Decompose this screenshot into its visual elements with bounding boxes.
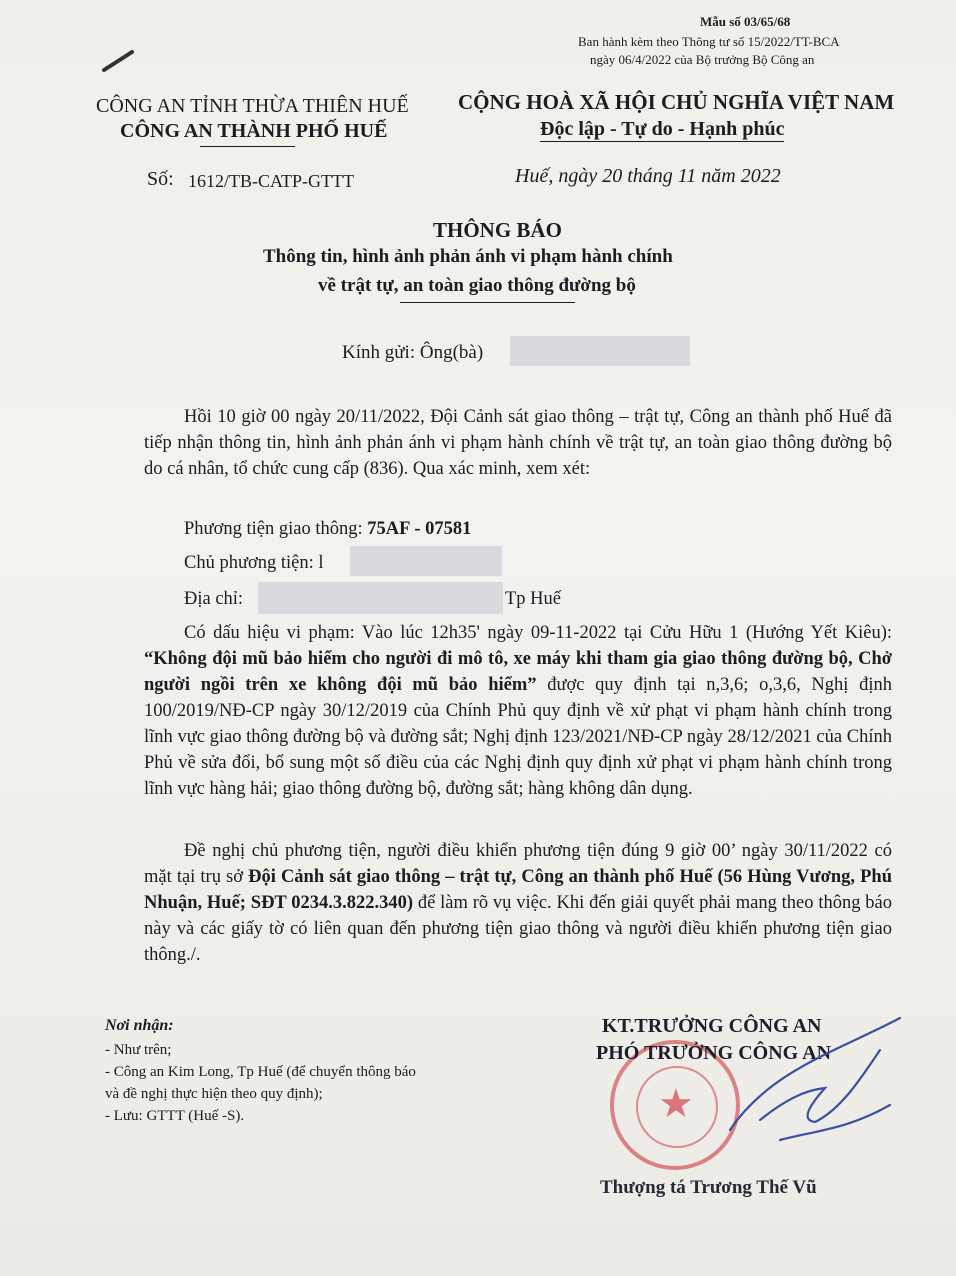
- organization-underline: [200, 146, 295, 147]
- owner-name-redaction: [350, 546, 502, 576]
- signature-title-1: KT.TRƯỞNG CÔNG AN: [602, 1015, 822, 1037]
- form-number: Mẫu số 03/65/68: [700, 14, 791, 29]
- signature-title-2: PHÓ TRƯỞNG CÔNG AN: [596, 1042, 832, 1064]
- issued-by-line-2: ngày 06/4/2022 của Bộ trưởng Bộ Công an: [590, 52, 815, 67]
- recipients-title: Nơi nhận:: [105, 1017, 174, 1034]
- national-motto: Độc lập - Tự do - Hạnh phúc: [540, 118, 785, 140]
- vehicle-plate: 75AF - 07581: [367, 519, 472, 539]
- vehicle-label: Phương tiện giao thông:: [184, 519, 363, 539]
- document-title: THÔNG BÁO: [433, 218, 562, 242]
- issued-by-line-1: Ban hành kèm theo Thông tư số 15/2022/TT-BCA: [578, 34, 840, 49]
- vehicle-line: [184, 516, 471, 542]
- address-partial: Tp Huế: [505, 589, 561, 609]
- intro-paragraph: Hồi 10 giờ 00 ngày 20/11/2022, Đội Cảnh sát giao thông – trật tự, Công an thành phố Huế đã tiếp nhận thông tin, hình ảnh phản ánh vi phạm hành chính về trật tự, an toàn giao thông đường bộ do cá nhân, tổ chức cung cấp (836). Qua xác minh, xem xét:: [144, 407, 892, 479]
- violation-description: “Không đội mũ bảo hiểm cho người đi mô tô, xe máy khi tham gia giao thông đường bộ, Chở người ngồi trên xe không đội mũ bảo hiểm”: [144, 649, 892, 695]
- seal-star-icon: ★: [658, 1081, 694, 1126]
- violation-paragraph: [144, 620, 892, 802]
- document-subtitle-1: Thông tin, hình ảnh phản ánh vi phạm hành chính: [263, 246, 673, 267]
- address-label: Địa chỉ:: [184, 589, 244, 609]
- violation-legal-basis: được quy định tại n,3,6; o,3,6, Nghị định 100/2019/NĐ-CP ngày 30/12/2019 của Chính Phủ quy định về xử phạt vi phạm hành chính trong lĩnh vực giao thông đường bộ và đường sắt; Nghị định 123/2021/NĐ-CP ngày 28/12/2021 của Chính Phủ về sửa đổi, bổ sung một số điều của các Nghị định quy định xử phạt vi phạm hành chính trong lĩnh vực hàng hải; giao thông đường bộ, đường sắt; hàng không dân dụng.: [144, 675, 892, 799]
- recipient-item: - Lưu: GTTT (Huế -S).: [105, 1108, 245, 1124]
- request-rest: để làm rõ vụ việc. Khi đến giải quyết phải mang theo thông báo này và các giấy tờ có liên quan đến phương tiện giao thông và người điều khiển phương tiện giao thông./.: [144, 893, 892, 965]
- national-title: CỘNG HOÀ XÃ HỘI CHỦ NGHĨA VIỆT NAM: [458, 90, 895, 114]
- recipient-item: - Công an Kim Long, Tp Huế (để chuyển thông báo: [105, 1064, 416, 1080]
- organization-parent: CÔNG AN TỈNH THỪA THIÊN HUẾ: [96, 95, 409, 117]
- owner-line: [184, 550, 324, 576]
- recipient-label: Kính gửi: Ông(bà): [342, 342, 484, 363]
- request-office: Đội Cảnh sát giao thông – trật tự, Công an thành phố Huế (56 Hùng Vương, Phú Nhuận, Huế; SĐT 0234.3.822.340): [144, 867, 893, 913]
- doc-number: 1612/TB-CATP-GTTT: [188, 171, 354, 191]
- pen-stroke-mark: [100, 40, 140, 80]
- violation-lead: Có dấu hiệu vi phạm: Vào lúc 12h35' ngày 09-11-2022 tại Cửu Hữu 1 (Hướng Yết Kiêu):: [184, 623, 892, 643]
- recipient-item: và đề nghị thực hiện theo quy định);: [105, 1086, 323, 1102]
- request-paragraph: [144, 838, 892, 968]
- owner-label: Chủ phương tiện:: [184, 553, 314, 573]
- handwritten-signature: [610, 1010, 940, 1160]
- owner-partial: l: [318, 553, 324, 573]
- title-underline: [400, 302, 575, 303]
- recipient-name-redaction: [510, 336, 690, 366]
- signer-name: Thượng tá Trương Thế Vũ: [600, 1177, 817, 1198]
- request-lead: Đề nghị chủ phương tiện, người điều khiển phương tiện đúng 9 giờ 00’ ngày 30/11/2022 có mặt tại trụ sở: [144, 841, 892, 887]
- recipient-item: - Như trên;: [105, 1042, 172, 1058]
- place-date: Huế, ngày 20 tháng 11 năm 2022: [515, 165, 781, 187]
- doc-number-label: Số:: [147, 168, 174, 190]
- document-subtitle-2: về trật tự, an toàn giao thông đường bộ: [318, 275, 636, 296]
- organization-name: CÔNG AN THÀNH PHỐ HUẾ: [120, 120, 388, 142]
- address-redaction: [258, 582, 503, 614]
